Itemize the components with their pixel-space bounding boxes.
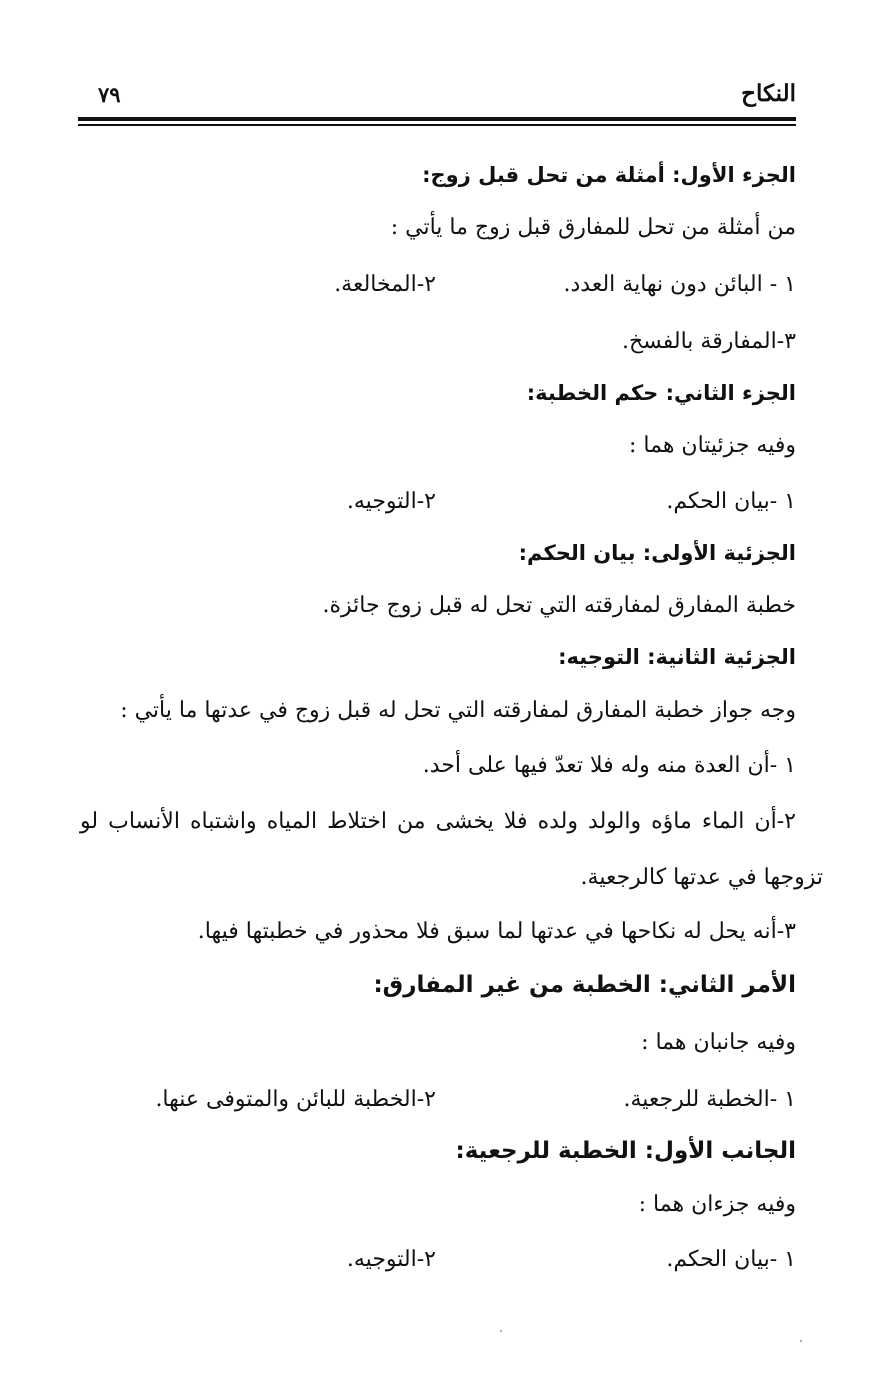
- section-heading: الجزء الأول: أمثلة من تحل قبل زوج:: [422, 163, 796, 187]
- list-item: ٣-أنه يحل له نكاحها في عدتها لما سبق فلا محذور في خطبتها فيها.: [197, 919, 796, 944]
- list-item: ١ - البائن دون نهاية العدد.: [563, 272, 796, 297]
- chapter-title: النكاح: [741, 80, 796, 107]
- paragraph-text: وجه جواز خطبة المفارق لمفارقته التي تحل له قبل زوج في عدتها ما يأتي :: [120, 698, 796, 723]
- header-rule-thin: [78, 124, 796, 126]
- scan-speck: [800, 1340, 802, 1342]
- list-item: ٢-التوجيه.: [346, 489, 436, 514]
- section-heading: الجزء الثاني: حكم الخطبة:: [526, 381, 796, 405]
- paragraph-text: وفيه جزئيتان هما :: [629, 433, 796, 458]
- page-number: ٧٩: [98, 82, 121, 107]
- paragraph-text: وفيه جزءان هما :: [638, 1192, 796, 1217]
- list-item: ٢-الخطبة للبائن والمتوفى عنها.: [155, 1087, 436, 1112]
- running-header: [78, 80, 796, 114]
- list-item: ٢-المخالعة.: [334, 272, 436, 297]
- major-heading: الأمر الثاني: الخطبة من غير المفارق:: [373, 972, 796, 998]
- list-item-continuation: تزوجها في عدتها كالرجعية.: [580, 865, 823, 890]
- list-item: ١ -الخطبة للرجعية.: [623, 1087, 796, 1112]
- paragraph-text: خطبة المفارق لمفارقته التي تحل له قبل زوج جائزة.: [322, 593, 796, 618]
- list-item: ٣-المفارقة بالفسخ.: [621, 329, 796, 354]
- list-item: ٢-التوجيه.: [346, 1247, 436, 1272]
- scan-speck: [500, 1330, 502, 1332]
- header-rule-thick: [78, 117, 796, 121]
- subsection-heading: الجزئية الثانية: التوجيه:: [558, 645, 796, 669]
- list-item: ٢-أن الماء ماؤه والولد ولده فلا يخشى من اختلاط المياه واشتباه الأنساب لو: [80, 809, 796, 834]
- list-item: ١ -بيان الحكم.: [666, 1247, 796, 1272]
- subsection-heading: الجزئية الأولى: بيان الحكم:: [518, 541, 796, 565]
- section-heading: الجانب الأول: الخطبة للرجعية:: [455, 1138, 796, 1164]
- paragraph-text: من أمثلة من تحل للمفارق قبل زوج ما يأتي :: [390, 215, 796, 240]
- paragraph-text: وفيه جانبان هما :: [641, 1030, 796, 1055]
- list-item: ١ -بيان الحكم.: [666, 489, 796, 514]
- list-item: ١ -أن العدة منه وله فلا تعدّ فيها على أحد.: [422, 753, 796, 778]
